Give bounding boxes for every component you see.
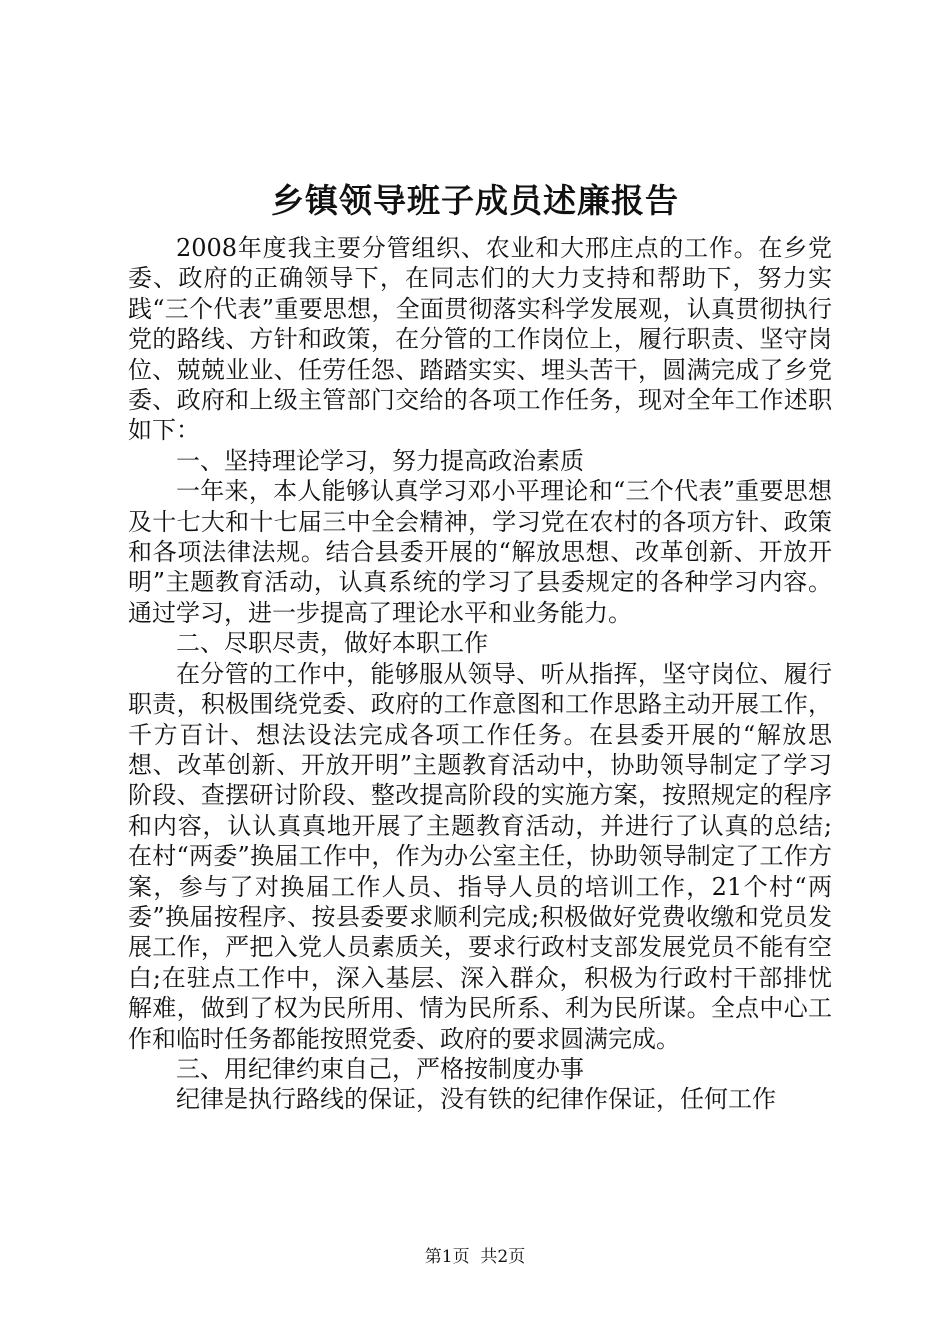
document-title: 乡镇领导班子成员述廉报告 bbox=[271, 181, 679, 220]
section-3-paragraph: 纪律是执行路线的保证，没有铁的纪律作保证，任何工作 bbox=[176, 1085, 776, 1114]
section-heading-2: 二、尽职尽责，做好本职工作 bbox=[176, 629, 488, 658]
page-total: 共2页 bbox=[480, 1247, 526, 1267]
page-footer bbox=[0, 1245, 950, 1269]
page-number: 第1页 bbox=[424, 1247, 470, 1267]
intro-paragraph: 2008年度我主要分管组织、农业和大邢庄点的工作。在乡党委、政府的正确领导下，在同志们的大力支持和帮助下，努力实践“三个代表”重要思想，全面贯彻落实科学发展观，认真贯彻执行党的路线、方针和政策，在分管的工作岗位上，履行职责、坚守岗位、兢兢业业、任劳任怨、踏踏实实、埋头苦干，圆满完成了乡党委、政府和上级主管部门交给的各项工作任务，现对全年工作述职如下： bbox=[128, 234, 832, 445]
section-heading-3: 三、用纪律约束自己，严格按制度办事 bbox=[176, 1054, 584, 1083]
section-heading-1: 一、坚持理论学习，努力提高政治素质 bbox=[176, 446, 584, 475]
document-body bbox=[128, 233, 832, 1115]
section-1-paragraph: 一年来，本人能够认真学习邓小平理论和“三个代表”重要思想及十七大和十七届三中全会精神，学习党在农村的各项方针、政策和各项法律法规。结合县委开展的“解放思想、改革创新、开放开明”主题教育活动，认真系统的学习了县委规定的各种学习内容。通过学习，进一步提高了理论水平和业务能力。 bbox=[128, 477, 832, 627]
section-2-paragraph: 在分管的工作中，能够服从领导、听从指挥，坚守岗位、履行职责，积极围绕党委、政府的工作意图和工作思路主动开展工作，千方百计、想法设法完成各项工作任务。在县委开展的“解放思想、改革创新、开放开明”主题教育活动中，协助领导制定了学习阶段、查摆研讨阶段、整改提高阶段的实施方案，按照规定的程序和内容，认认真真地开展了主题教育活动，并进行了认真的总结;在村“两委”换届工作中，作为办公室主任，协助领导制定了工作方案，参与了对换届工作人员、指导人员的培训工作，21个村“两委”换届按程序、按县委要求顺利完成;积极做好党费收缴和党员发展工作，严把入党人员素质关，要求行政村支部发展党员不能有空白;在驻点工作中，深入基层、深入群众，积极为行政村干部排忧解难，做到了权为民所用、情为民所系、利为民所谋。全点中心工作和临时任务都能按照党委、政府的要求圆满完成。 bbox=[128, 659, 832, 1053]
